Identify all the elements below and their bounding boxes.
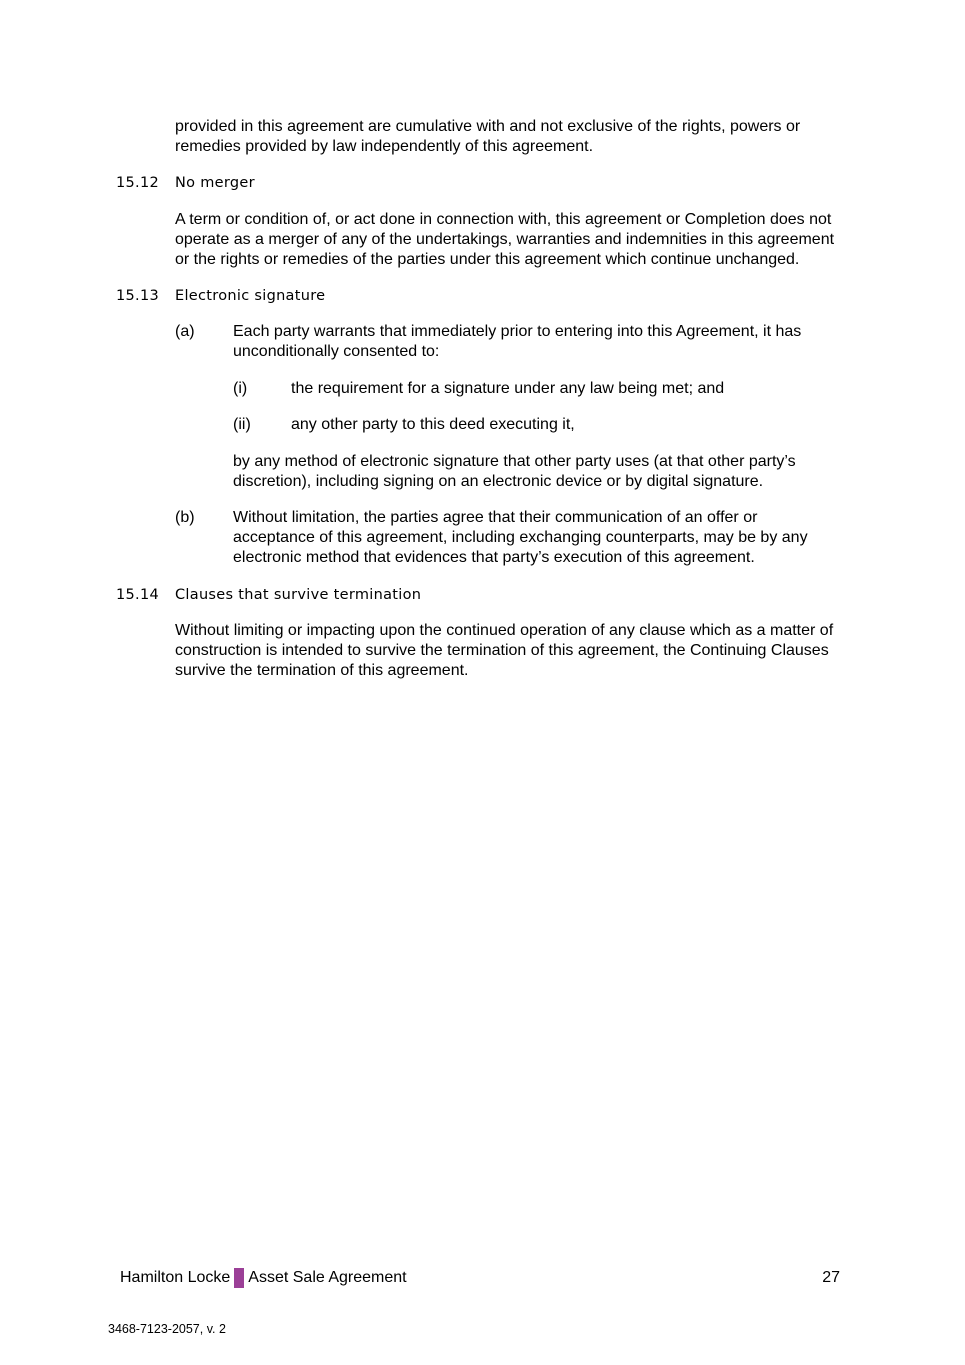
- item-label-b: (b): [175, 509, 195, 526]
- footer-firm-name: Hamilton Locke: [120, 1269, 231, 1286]
- clause-number-15-14: 15.14: [116, 587, 160, 603]
- clause-heading-clauses-survive-termination: Clauses that survive termination: [175, 587, 422, 603]
- item-text-b: Without limitation, the parties agree that their communication of an offer or acceptance of this agreement, including exchanging counterparts, may be by any electronic method that evidences that party’s execution of this agreement.: [233, 509, 808, 566]
- footer-document-title: Asset Sale Agreement: [248, 1269, 407, 1286]
- intro-paragraph: provided in this agreement are cumulative with and not exclusive of the rights, powers or remedies provided by law independently of this agreement.: [175, 118, 801, 155]
- clause-heading-no-merger: No merger: [175, 175, 255, 191]
- subitem-label-i: (i): [233, 380, 248, 397]
- item-a-tail-text: by any method of electronic signature that other party uses (at that other party’s discretion), including signing on an electronic device or by digital signature.: [233, 453, 796, 490]
- clause-body-survive-termination: Without limiting or impacting upon the continued operation of any clause which as a matter of construction is intended to survive the termination of this agreement, the Continuing Clauses survive the termination of this agreement.: [175, 622, 834, 679]
- subitem-text-ii: any other party to this deed executing it,: [291, 416, 575, 433]
- page-number: 27: [822, 1269, 840, 1286]
- subitem-label-ii: (ii): [233, 416, 251, 433]
- clause-number-15-13: 15.13: [116, 288, 160, 304]
- subitem-text-i: the requirement for a signature under any law being met; and: [291, 380, 725, 397]
- clause-heading-electronic-signature: Electronic signature: [175, 288, 326, 304]
- footer-accent-bar: [234, 1268, 244, 1288]
- item-text-a: Each party warrants that immediately prior to entering into this Agreement, it has unconditionally consented to:: [233, 323, 802, 360]
- clause-body-no-merger: A term or condition of, or act done in connection with, this agreement or Completion does not operate as a merger of any of the undertakings, warranties and indemnities in this agreement or the rights or remedies of the parties under this agreement which continue unchanged.: [175, 211, 835, 268]
- clause-number-15-12: 15.12: [116, 175, 160, 191]
- document-id: 3468-7123-2057, v. 2: [108, 1322, 226, 1336]
- item-label-a: (a): [175, 323, 195, 340]
- footer-left: [120, 1268, 407, 1288]
